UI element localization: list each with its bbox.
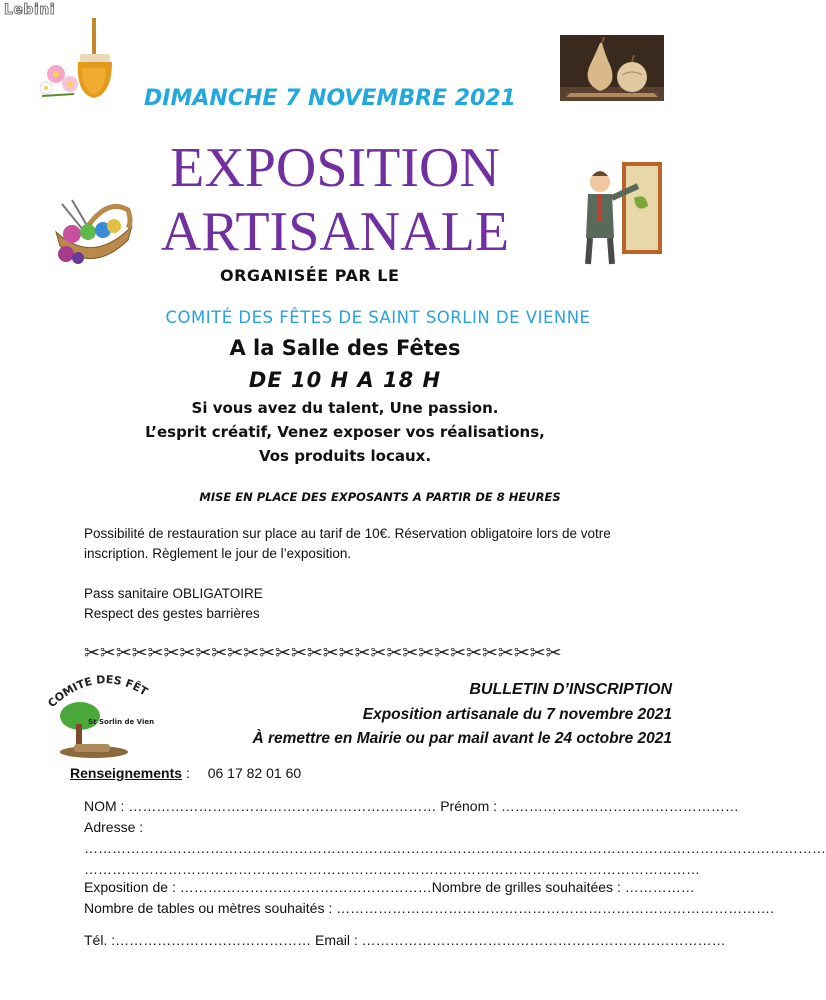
venue: A la Salle des Fêtes bbox=[229, 336, 461, 360]
invitation-line: Si vous avez du talent, Une passion. bbox=[191, 399, 499, 417]
catering-info: Possibilité de restauration sur place au tarif de 10€. Réservation obligatoire lors de votre inscription. Règlement le jour de l’exposition. bbox=[84, 526, 611, 561]
health-rules bbox=[84, 584, 263, 624]
scissors-cut-line: ✂✂✂✂✂✂✂✂✂✂✂✂✂✂✂✂✂✂✂✂✂✂✂✂✂✂✂✂✂✂ bbox=[84, 642, 562, 664]
logo-arc-text: COMITE DES FÊT bbox=[45, 673, 150, 711]
title-line-2: ARTISANALE bbox=[160, 201, 510, 263]
pass-sanitaire-line: Pass sanitaire OBLIGATOIRE bbox=[84, 586, 263, 601]
invitation-line: L’esprit créatif, Venez exposer vos réalisations, bbox=[145, 423, 545, 441]
contact-label: Renseignements bbox=[70, 765, 183, 781]
knitting-basket-icon bbox=[48, 196, 138, 270]
bulletin-event: Exposition artisanale du 7 novembre 2021 bbox=[362, 706, 672, 723]
form-address-line-2[interactable]: …………………………………………………………………………………………………………………… bbox=[84, 861, 700, 877]
logo-inner-text: St Sorlin de Vien bbox=[88, 718, 154, 726]
contact-sep: : bbox=[182, 765, 190, 781]
form-exposition-field[interactable]: Exposition de : ………………………………………………Nombre de grilles souhaitées : …………… bbox=[84, 879, 695, 895]
event-date: DIMANCHE 7 NOVEMBRE 2021 bbox=[144, 86, 516, 111]
form-contact-field[interactable]: Tél. :…………………………………… Email : …………………………………………………………………… bbox=[84, 932, 726, 948]
man-presenting-icon bbox=[576, 158, 662, 268]
form-name-field[interactable]: NOM : ………………………………………………………… Prénom : …………………………………………… bbox=[84, 798, 739, 814]
form-tables-field[interactable]: Nombre de tables ou mètres souhaités : …………………………………………………………………………………. bbox=[84, 900, 775, 916]
contact-phone: 06 17 82 01 60 bbox=[207, 765, 302, 781]
signature: Lebini bbox=[4, 2, 56, 18]
committee-logo-icon bbox=[44, 668, 154, 764]
committee-name: COMITÉ DES FÊTES DE SAINT SORLIN DE VIENNE bbox=[165, 308, 591, 327]
form-address-line-1[interactable]: …………………………………………………………………………………………………………………………………………… bbox=[84, 840, 826, 856]
invitation-text bbox=[0, 396, 690, 468]
title-line-1: EXPOSITION bbox=[170, 137, 500, 199]
opening-hours: DE 10 H A 18 H bbox=[248, 368, 442, 392]
invitation-line: Vos produits locaux. bbox=[258, 447, 432, 465]
gestures-line: Respect des gestes barrières bbox=[84, 606, 260, 621]
form-address-label: Adresse : bbox=[84, 819, 144, 835]
bulletin-deadline: À remettre en Mairie ou par mail avant le 24 octobre 2021 bbox=[252, 730, 672, 747]
bulletin-title: BULLETIN D’INSCRIPTION bbox=[469, 681, 672, 698]
organized-by-label: ORGANISÉE PAR LE bbox=[220, 266, 400, 285]
svg-text:COMITE DES FÊTES bbox=[44, 668, 150, 710]
contact-info bbox=[70, 765, 301, 781]
setup-notice: MISE EN PLACE DES EXPOSANTS A PARTIR DE 8 HEURES bbox=[199, 490, 561, 504]
